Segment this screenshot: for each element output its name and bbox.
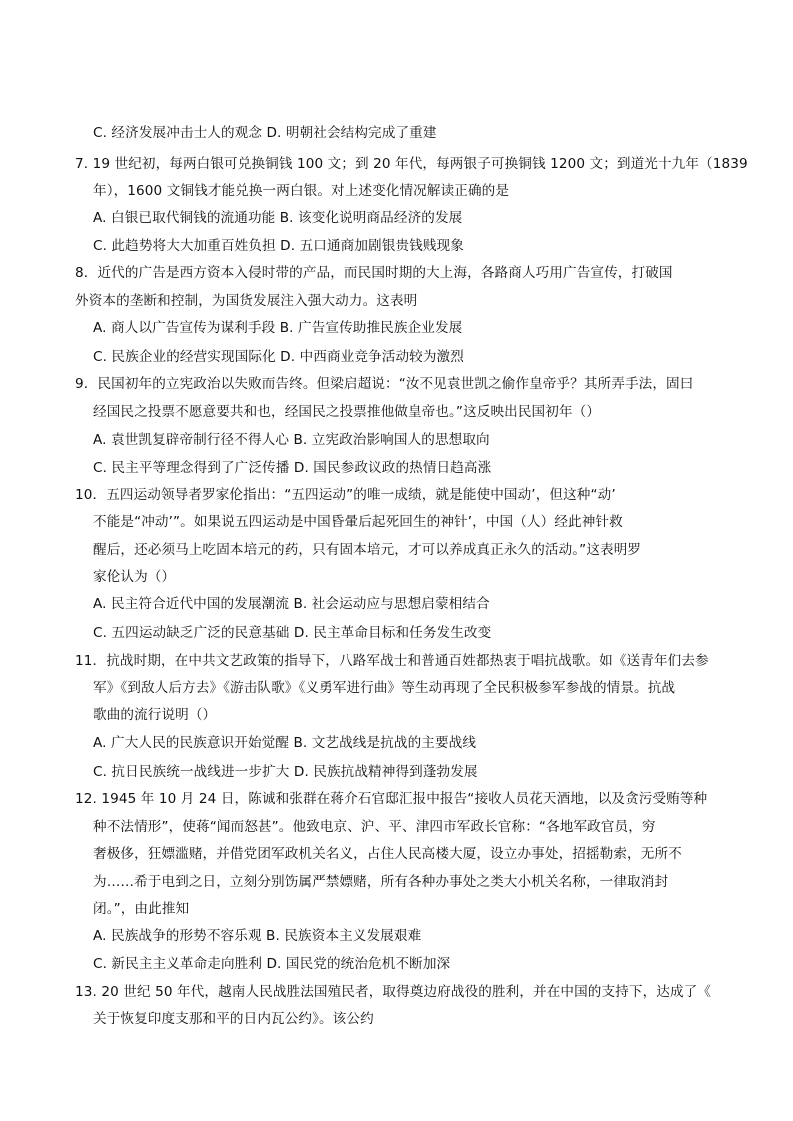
- text-line: 种不法情形”，使蒋“闻而怒甚”。他致电京、沪、平、津四市军政长官称：“各地军政官员，穷: [93, 819, 656, 835]
- text-line: 军》《到敌人后方去》《游击队歌》《义勇军进行曲》等生动再现了全民积极参军参战的情景。抗战: [93, 680, 676, 696]
- text-line: 家伦认为（）: [93, 569, 176, 585]
- text-line: C. 民族企业的经营实现国际化 D. 中西商业竞争活动较为激烈: [93, 349, 464, 365]
- text-line: 关于恢复印度支那和平的日内瓦公约》。该公约: [93, 1011, 374, 1027]
- text-line: A. 袁世凯复辟帝制行径不得人心 B. 立宪政治影响国人的思想取向: [93, 432, 490, 448]
- text-line: C. 抗日民族统一战线进一步扩大 D. 民族抗战精神得到蓬勃发展: [93, 764, 478, 780]
- text-line: 12. 1945 年 10 月 24 日，陈诚和张群在蒋介石官邸汇报中报告“接收人员花天酒地，以及贪污受贿等种: [75, 791, 708, 807]
- text-line: C. 民主平等理念得到了广泛传播 D. 国民参政议政的热情日趋高涨: [93, 460, 492, 476]
- text-line: 13. 20 世纪 50 年代，越南人民战胜法国殖民者，取得奠边府战役的胜利，并在中国的支持下，达成了《: [75, 984, 712, 1000]
- text-line: 年），1600 文铜钱才能兑换一两白银。对上述变化情况解读正确的是: [93, 183, 510, 199]
- text-line: 10．五四运动领导者罗家伦指出：“五四运动”的唯一成绩，就是能使中国动’，但这种“动’: [75, 487, 616, 503]
- text-line: 经国民之投票不愿意要共和也，经国民之投票推他做皇帝也。”这反映出民国初年（）: [93, 404, 601, 420]
- text-line: C. 新民主主义革命走向胜利 D. 国民党的统治危机不断加深: [93, 956, 451, 972]
- text-line: 11．抗战时期，在中共文艺政策的指导下，八路军战士和普通百姓都热衷于唱抗战歌。如《送青年们去参: [75, 653, 709, 669]
- text-line: 醒后，还必须马上吃固本培元的药，只有固本培元，才可以养成真正永久的活动。”这表明罗: [93, 542, 642, 558]
- text-line: 8．近代的广告是西方资本入侵时带的产品，而民国时期的大上海，各路商人巧用广告宣传，打破国: [75, 265, 673, 281]
- text-line: 不能是“冲动’”。如果说五四运动是中国昏暈后起死回生的神针’，中国（人）经此神针救: [93, 514, 623, 530]
- text-line: A. 商人以广告宣传为谋利手段 B. 广告宣传助推民族企业发展: [93, 320, 463, 336]
- text-line: 为……希于电到之日，立刻分别饬属严禁嫖赌，所有各种办事处之类大小机关名称，一律取消封: [93, 874, 669, 890]
- text-line: 歌曲的流行说明（）: [93, 707, 217, 723]
- text-line: 奢极侈，狂嫖滥赌，并借党团军政机关名义，占住人民高楼大厦，设立办事处，招摇勒索，无所不: [93, 846, 682, 862]
- text-line: A. 民主符合近代中国的发展潮流 B. 社会运动应与思想启蒙相结合: [93, 596, 490, 612]
- text-line: C. 此趋势将大大加重百姓负担 D. 五口通商加剧银贵钱贱现象: [93, 238, 464, 254]
- text-line: 7. 19 世纪初，每两白银可兑换铜钱 100 文；到 20 年代，每两银子可换铜钱 1200 文；到道光十九年（1839: [75, 156, 748, 172]
- text-line: A. 广大人民的民族意识开始觉醒 B. 文艺战线是抗战的主要战线: [93, 735, 477, 751]
- text-line: C. 经济发展冲击士人的观念 D. 明朝社会结构完成了重建: [93, 125, 437, 141]
- text-line: A. 白银已取代铜钱的流通功能 B. 该变化说明商品经济的发展: [93, 210, 463, 226]
- text-line: C. 五四运动缺乏广泛的民意基础 D. 民主革命目标和任务发生改变: [93, 625, 492, 641]
- text-line: 外资本的垄断和控制，为国货发展注入强大动力。这表明: [75, 293, 418, 309]
- text-line: 闭。”，由此推知: [93, 901, 190, 917]
- text-line: 9．民国初年的立宪政治以失败而告终。但梁启超说：“汝不见袁世凯之偷作皇帝乎？其所弄手法，固曰: [75, 376, 694, 392]
- text-line: A. 民族战争的形势不容乐观 B. 民族资本主义发展艰难: [93, 928, 422, 944]
